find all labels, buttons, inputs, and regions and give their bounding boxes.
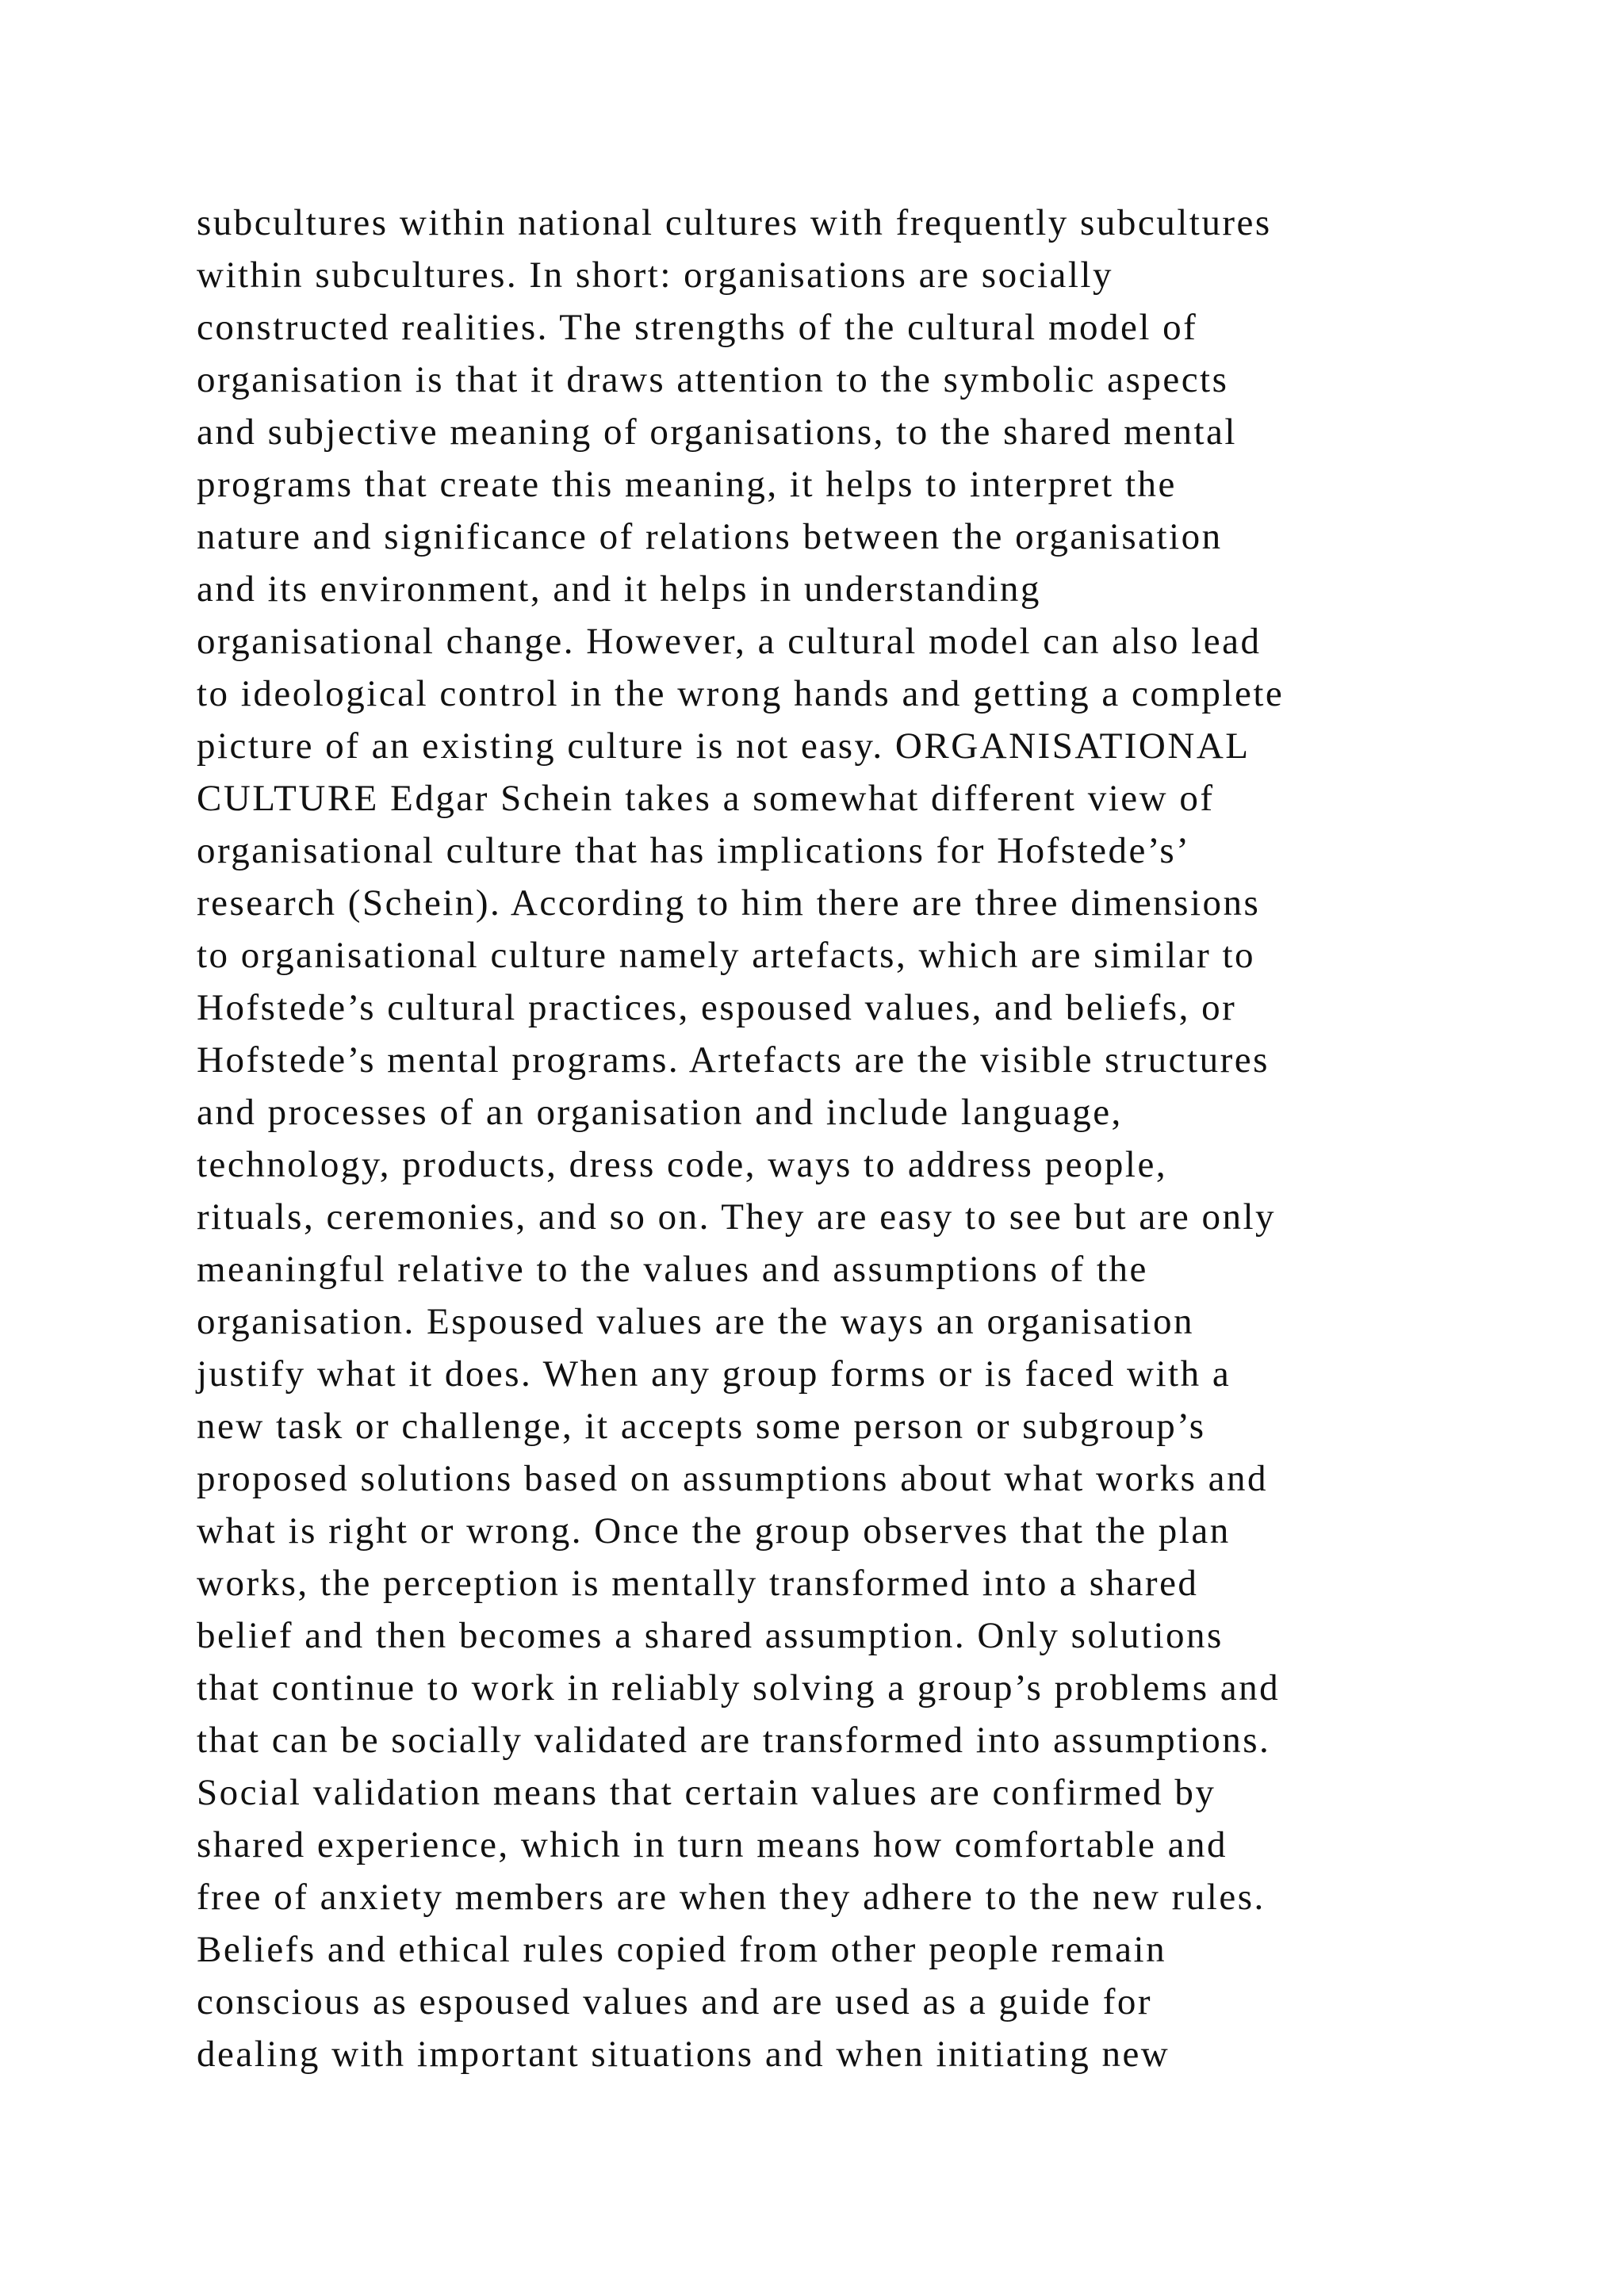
text-line: and its environment, and it helps in understanding xyxy=(197,568,1041,610)
text-line: constructed realities. The strengths of the cultural model of xyxy=(197,307,1198,348)
text-line: meaningful relative to the values and assumptions of the xyxy=(197,1249,1148,1290)
text-line: justify what it does. When any group forms or is faced with a xyxy=(197,1353,1231,1395)
text-line: conscious as espoused values and are used as a guide for xyxy=(197,1981,1153,2022)
text-line: organisation. Espoused values are the ways an organisation xyxy=(197,1301,1194,1342)
text-line: organisational culture that has implications for Hofstede’s’ xyxy=(197,830,1191,871)
text-line: organisational change. However, a cultural model can also lead xyxy=(197,621,1262,662)
text-line: dealing with important situations and when initiating new xyxy=(197,2034,1170,2075)
text-line: new task or challenge, it accepts some person or subgroup’s xyxy=(197,1406,1206,1447)
text-line: subcultures within national cultures with frequently subcultures xyxy=(197,202,1272,243)
text-line: what is right or wrong. Once the group observes that the plan xyxy=(197,1510,1231,1552)
text-line: Hofstede’s mental programs. Artefacts are the visible structures xyxy=(197,1039,1270,1081)
text-line: and subjective meaning of organisations, to the shared mental xyxy=(197,411,1237,453)
text-line: picture of an existing culture is not easy. ORGANISATIONAL xyxy=(197,725,1251,767)
text-line: Social validation means that certain values are confirmed by xyxy=(197,1772,1216,1813)
text-line: that continue to work in reliably solving a group’s problems and xyxy=(197,1667,1281,1709)
text-line: Hofstede’s cultural practices, espoused values, and beliefs, or xyxy=(197,987,1237,1028)
text-line: programs that create this meaning, it helps to interpret the xyxy=(197,464,1177,505)
text-line: shared experience, which in turn means how comfortable and xyxy=(197,1824,1228,1866)
text-line: within subcultures. In short: organisations are socially xyxy=(197,254,1113,296)
text-line: research (Schein). According to him there are three dimensions xyxy=(197,882,1261,924)
text-line: CULTURE Edgar Schein takes a somewhat different view of xyxy=(197,778,1215,819)
text-line: proposed solutions based on assumptions about what works and xyxy=(197,1458,1269,1499)
text-line: to ideological control in the wrong hands and getting a complete xyxy=(197,673,1285,714)
text-line: Beliefs and ethical rules copied from other people remain xyxy=(197,1929,1167,1970)
text-line: nature and significance of relations between the organisation xyxy=(197,516,1223,557)
text-line: that can be socially validated are transformed into assumptions. xyxy=(197,1720,1271,1761)
body-text xyxy=(197,197,1545,2080)
text-line: organisation is that it draws attention to the symbolic aspects xyxy=(197,359,1229,400)
text-line: rituals, ceremonies, and so on. They are easy to see but are only xyxy=(197,1196,1277,1238)
text-line: technology, products, dress code, ways to address people, xyxy=(197,1144,1168,1185)
text-line: and processes of an organisation and include language, xyxy=(197,1092,1123,1133)
text-line: to organisational culture namely artefacts, which are similar to xyxy=(197,935,1256,976)
text-line: works, the perception is mentally transformed into a shared xyxy=(197,1563,1199,1604)
text-line: free of anxiety members are when they adhere to the new rules. xyxy=(197,1877,1266,1918)
text-line: belief and then becomes a shared assumption. Only solutions xyxy=(197,1615,1224,1656)
